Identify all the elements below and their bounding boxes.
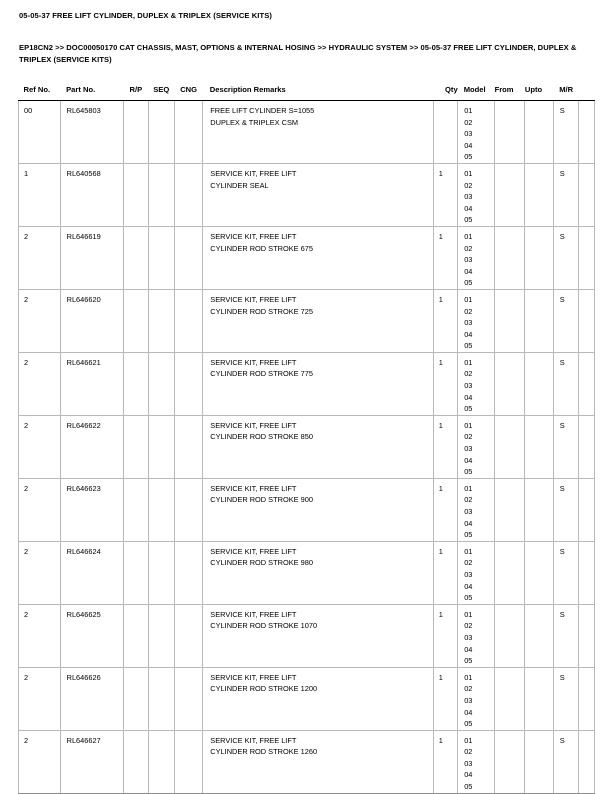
cell-seq (148, 101, 175, 164)
cell-ref-no: 2 (19, 730, 61, 793)
cell-from (495, 667, 525, 730)
model-code: 03 (464, 129, 473, 139)
column-header-qty: Qty (433, 85, 457, 101)
model-code: 03 (464, 569, 473, 579)
cell-qty: 1 (433, 415, 457, 478)
model-code: 03 (464, 632, 473, 642)
cell-from (495, 289, 525, 352)
model-code: 05 (464, 656, 473, 666)
cell-from (495, 226, 525, 289)
model-code: 02 (464, 180, 473, 190)
cell-description (203, 478, 434, 541)
cell-description (203, 541, 434, 604)
cell-ref-no: 2 (19, 604, 61, 667)
cell-upto (525, 541, 553, 604)
cell-rp (124, 604, 148, 667)
cell-rp (124, 478, 148, 541)
model-code: 02 (464, 558, 473, 568)
cell-upto (525, 604, 553, 667)
description-line-1: SERVICE KIT, FREE LIFT (210, 231, 297, 241)
cell-qty: 1 (433, 667, 457, 730)
cell-qty: 1 (433, 226, 457, 289)
cell-part-no: RL646626 (60, 667, 124, 730)
description-line-1: SERVICE KIT, FREE LIFT (210, 168, 297, 178)
cell-from (495, 478, 525, 541)
cell-description (203, 352, 434, 415)
cell-qty: 1 (433, 541, 457, 604)
model-code: 02 (464, 621, 473, 631)
cell-description (203, 415, 434, 478)
model-code: 05 (464, 467, 473, 477)
cell-qty: 1 (433, 730, 457, 793)
parts-table (18, 85, 595, 794)
description-line-2: CYLINDER ROD STROKE 850 (210, 432, 313, 442)
description-line-2: CYLINDER ROD STROKE 1200 (210, 684, 318, 694)
cell-model (458, 415, 495, 478)
model-code: 02 (464, 243, 473, 253)
cell-ref-no: 2 (19, 415, 61, 478)
cell-rp (124, 101, 148, 164)
cell-part-no: RL645803 (60, 101, 124, 164)
model-code: 04 (464, 140, 473, 150)
cell-mr: S (553, 101, 579, 164)
cell-from (495, 541, 525, 604)
table-row[interactable] (19, 101, 595, 164)
cell-seq (148, 352, 175, 415)
cell-spacer (579, 101, 595, 164)
cell-seq (148, 415, 175, 478)
cell-spacer (579, 415, 595, 478)
model-code: 01 (464, 357, 473, 367)
cell-part-no: RL646620 (60, 289, 124, 352)
column-header-upto: Upto (525, 85, 553, 101)
cell-seq (148, 604, 175, 667)
cell-ref-no: 2 (19, 667, 61, 730)
cell-seq (148, 478, 175, 541)
cell-cng (175, 415, 203, 478)
model-code-list (464, 231, 494, 289)
cell-seq (148, 226, 175, 289)
cell-model (458, 163, 495, 226)
model-code: 01 (464, 672, 473, 682)
cell-seq (148, 541, 175, 604)
cell-spacer (579, 352, 595, 415)
cell-from (495, 415, 525, 478)
cell-mr: S (553, 415, 579, 478)
cell-cng (175, 163, 203, 226)
cell-description (203, 101, 434, 164)
model-code: 04 (464, 392, 473, 402)
cell-upto (525, 667, 553, 730)
cell-model (458, 541, 495, 604)
model-code-list (464, 672, 494, 730)
cell-qty: 1 (433, 163, 457, 226)
model-code-list (464, 294, 494, 352)
description-line-1: SERVICE KIT, FREE LIFT (210, 735, 297, 745)
model-code: 04 (464, 455, 473, 465)
cell-ref-no: 2 (19, 541, 61, 604)
cell-model (458, 604, 495, 667)
parts-table-body (19, 101, 595, 794)
cell-spacer (579, 289, 595, 352)
cell-rp (124, 415, 148, 478)
description-line-1: SERVICE KIT, FREE LIFT (210, 483, 297, 493)
cell-model (458, 289, 495, 352)
cell-seq (148, 730, 175, 793)
model-code: 05 (464, 152, 473, 162)
model-code: 04 (464, 203, 473, 213)
cell-spacer (579, 541, 595, 604)
cell-part-no: RL646622 (60, 415, 124, 478)
model-code: 03 (464, 318, 473, 328)
model-code: 01 (464, 546, 473, 556)
model-code: 03 (464, 507, 473, 516)
model-code: 01 (464, 168, 473, 178)
cell-rp (124, 163, 148, 226)
column-header-ref-no: Ref No. (19, 85, 61, 101)
cell-upto (525, 478, 553, 541)
model-code-list (464, 105, 494, 163)
model-code: 04 (464, 329, 473, 339)
model-code: 03 (464, 381, 473, 391)
cell-rp (124, 289, 148, 352)
cell-upto (525, 289, 553, 352)
cell-ref-no: 2 (19, 478, 61, 541)
cell-from (495, 352, 525, 415)
model-code: 05 (464, 782, 473, 792)
page-title: 05-05-37 FREE LIFT CYLINDER, DUPLEX & TRIPLEX (SERVICE KITS) (19, 11, 272, 20)
model-code: 05 (464, 593, 473, 603)
cell-spacer (579, 478, 595, 541)
cell-cng (175, 226, 203, 289)
description-line-1: SERVICE KIT, FREE LIFT (210, 609, 297, 619)
cell-mr: S (553, 352, 579, 415)
description-line-1: SERVICE KIT, FREE LIFT (210, 420, 297, 430)
cell-upto (525, 415, 553, 478)
cell-qty (433, 101, 457, 164)
model-code: 04 (464, 707, 473, 717)
cell-description (203, 289, 434, 352)
cell-cng (175, 667, 203, 730)
cell-part-no: RL646625 (60, 604, 124, 667)
model-code: 04 (464, 266, 473, 276)
cell-spacer (579, 163, 595, 226)
description-line-1: SERVICE KIT, FREE LIFT (210, 672, 297, 682)
cell-cng (175, 730, 203, 793)
description-line-1: FREE LIFT CYLINDER S=1055 (210, 106, 315, 115)
cell-model (458, 101, 495, 164)
model-code: 02 (464, 495, 473, 505)
cell-qty: 1 (433, 604, 457, 667)
cell-mr: S (553, 667, 579, 730)
table-row[interactable] (19, 667, 595, 730)
model-code: 04 (464, 581, 473, 591)
cell-spacer (579, 730, 595, 793)
cell-model (458, 667, 495, 730)
cell-mr: S (553, 541, 579, 604)
cell-cng (175, 604, 203, 667)
column-header-cng: CNG (175, 85, 203, 101)
cell-spacer (579, 226, 595, 289)
column-header-rp: R/P (124, 85, 148, 101)
cell-mr: S (553, 289, 579, 352)
cell-mr: S (553, 730, 579, 793)
model-code: 01 (464, 483, 473, 493)
model-code: 01 (464, 294, 473, 304)
model-code: 02 (464, 684, 473, 694)
cell-description (203, 163, 434, 226)
model-code-list (464, 735, 494, 793)
cell-upto (525, 226, 553, 289)
cell-rp (124, 226, 148, 289)
cell-model (458, 730, 495, 793)
cell-cng (175, 101, 203, 164)
column-header-description: Description Remarks (203, 85, 434, 101)
cell-cng (175, 478, 203, 541)
cell-mr: S (553, 478, 579, 541)
model-code: 04 (464, 518, 473, 528)
model-code: 03 (464, 695, 473, 705)
model-code: 01 (464, 735, 473, 745)
model-code: 05 (464, 341, 473, 351)
cell-rp (124, 541, 148, 604)
cell-seq (148, 289, 175, 352)
model-code: 03 (464, 444, 473, 454)
cell-from (495, 101, 525, 164)
model-code: 05 (464, 719, 473, 729)
cell-rp (124, 352, 148, 415)
cell-description (203, 226, 434, 289)
cell-rp (124, 730, 148, 793)
table-row[interactable] (19, 352, 595, 415)
table-row[interactable] (19, 289, 595, 352)
description-line-2: CYLINDER ROD STROKE 675 (210, 243, 313, 253)
table-row[interactable] (19, 163, 595, 226)
model-code-list (464, 483, 494, 541)
column-header-seq: SEQ (148, 85, 175, 101)
column-header-spacer (579, 85, 595, 101)
model-code: 01 (464, 106, 473, 115)
cell-description (203, 604, 434, 667)
column-header-mr: M/R (553, 85, 579, 101)
model-code-list (464, 420, 494, 478)
model-code: 05 (464, 215, 473, 225)
cell-part-no: RL640568 (60, 163, 124, 226)
column-header-from: From (495, 85, 525, 101)
cell-ref-no: 2 (19, 226, 61, 289)
model-code: 01 (464, 609, 473, 619)
model-code: 02 (464, 117, 473, 127)
cell-from (495, 730, 525, 793)
cell-model (458, 226, 495, 289)
cell-part-no: RL646621 (60, 352, 124, 415)
table-row[interactable] (19, 226, 595, 289)
cell-from (495, 163, 525, 226)
model-code: 01 (464, 420, 473, 430)
cell-part-no: RL646619 (60, 226, 124, 289)
cell-cng (175, 541, 203, 604)
model-code-list (464, 168, 494, 226)
cell-ref-no: 1 (19, 163, 61, 226)
cell-rp (124, 667, 148, 730)
model-code: 02 (464, 369, 473, 379)
cell-part-no: RL646624 (60, 541, 124, 604)
cell-spacer (579, 667, 595, 730)
model-code: 01 (464, 231, 473, 241)
column-header-model: Model (458, 85, 495, 101)
model-code-list (464, 357, 494, 415)
cell-mr: S (553, 163, 579, 226)
model-code: 03 (464, 758, 473, 768)
description-line-2: CYLINDER SEAL (210, 180, 269, 190)
description-line-2: CYLINDER ROD STROKE 775 (210, 369, 313, 379)
cell-part-no: RL646623 (60, 478, 124, 541)
model-code: 05 (464, 530, 473, 540)
cell-mr: S (553, 604, 579, 667)
description-line-1: SERVICE KIT, FREE LIFT (210, 546, 297, 556)
breadcrumb: EP18CN2 >> DOC00050170 CAT CHASSIS, MAST, OPTIONS & INTERNAL HOSING >> HYDRAULIC SYSTEM >> 05-05-37 FREE LIFT CYLINDER, DUPLEX & TRIPLEX (SERVICE KITS) (19, 43, 577, 65)
cell-description (203, 730, 434, 793)
model-code: 02 (464, 432, 473, 442)
model-code-list (464, 546, 494, 604)
description-line-2: CYLINDER ROD STROKE 1070 (210, 621, 318, 631)
model-code: 02 (464, 747, 473, 757)
table-row[interactable] (19, 541, 595, 604)
table-header-row (19, 85, 595, 101)
model-code: 05 (464, 278, 473, 288)
cell-seq (148, 163, 175, 226)
model-code: 04 (464, 770, 473, 780)
cell-spacer (579, 604, 595, 667)
cell-model (458, 478, 495, 541)
model-code-list (464, 609, 494, 667)
model-code: 04 (464, 644, 473, 654)
table-row[interactable] (19, 604, 595, 667)
description-line-2: CYLINDER ROD STROKE 980 (210, 558, 313, 568)
cell-description (203, 667, 434, 730)
description-line-2: CYLINDER ROD STROKE 725 (210, 306, 313, 316)
table-row[interactable] (19, 478, 595, 541)
cell-qty: 1 (433, 478, 457, 541)
cell-seq (148, 667, 175, 730)
cell-part-no: RL646627 (60, 730, 124, 793)
cell-ref-no: 2 (19, 352, 61, 415)
parts-table-header (19, 85, 595, 101)
cell-upto (525, 163, 553, 226)
table-row[interactable] (19, 730, 595, 793)
model-code: 03 (464, 255, 473, 265)
cell-qty: 1 (433, 289, 457, 352)
cell-ref-no: 2 (19, 289, 61, 352)
cell-ref-no: 00 (19, 101, 61, 164)
cell-mr: S (553, 226, 579, 289)
cell-upto (525, 352, 553, 415)
cell-qty: 1 (433, 352, 457, 415)
model-code: 05 (464, 404, 473, 414)
description-line-1: SERVICE KIT, FREE LIFT (210, 357, 297, 367)
cell-upto (525, 101, 553, 164)
table-row[interactable] (19, 415, 595, 478)
cell-from (495, 604, 525, 667)
model-code: 03 (464, 192, 473, 202)
cell-cng (175, 352, 203, 415)
description-line-2: CYLINDER ROD STROKE 900 (210, 495, 313, 505)
description-line-1: SERVICE KIT, FREE LIFT (210, 294, 297, 304)
column-header-part-no: Part No. (60, 85, 124, 101)
model-code: 02 (464, 306, 473, 316)
cell-upto (525, 730, 553, 793)
cell-cng (175, 289, 203, 352)
description-line-2: DUPLEX & TRIPLEX CSM (210, 117, 299, 127)
cell-model (458, 352, 495, 415)
description-line-2: CYLINDER ROD STROKE 1260 (210, 747, 318, 757)
